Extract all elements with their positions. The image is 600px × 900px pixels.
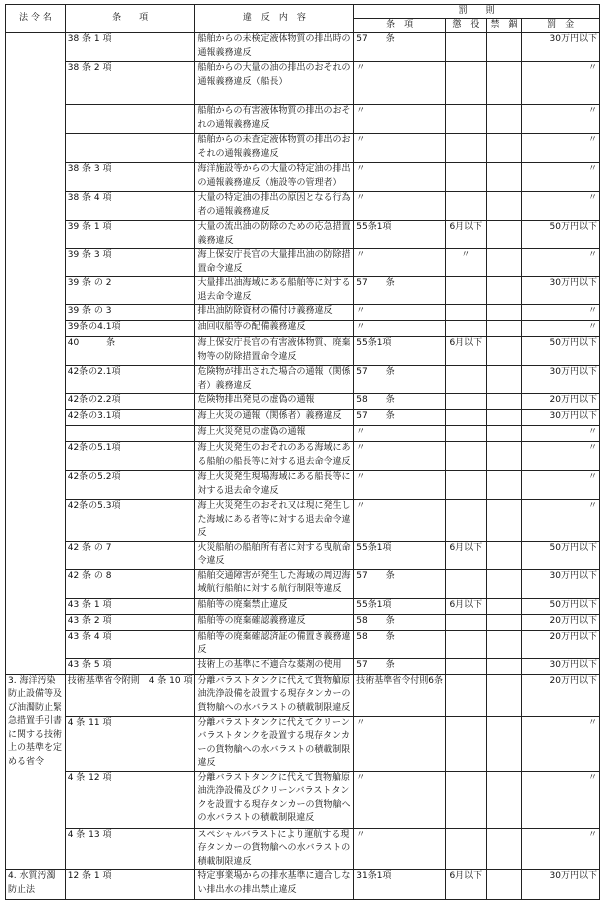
fine-cell: 20万円以下 (522, 614, 600, 630)
imprisonment-cell (445, 614, 486, 630)
violation-cell: 大量の特定油の排出の原因となる行為者の通報義務違反 (195, 192, 354, 221)
confinement-cell (486, 614, 522, 630)
confinement-cell (486, 62, 522, 105)
table-row (6, 658, 600, 674)
imprisonment-cell (445, 426, 486, 442)
article-cell: 4 条 12 項 (65, 771, 195, 828)
fine-cell: 50万円以下 (522, 541, 600, 569)
penalty-article-cell: 〃 (354, 828, 446, 870)
imprisonment-cell (445, 569, 486, 598)
article-cell: 42 条 の 7 (65, 541, 195, 569)
header-penalty-article: 条 項 (354, 19, 446, 33)
table-row (6, 192, 600, 221)
penalty-article-cell: 55条1項 (354, 337, 446, 366)
fine-cell: 30万円以下 (522, 870, 600, 900)
table-row (6, 426, 600, 442)
fine-cell: 50万円以下 (522, 221, 600, 249)
table-row (6, 870, 600, 900)
article-cell (65, 426, 195, 442)
confinement-cell (486, 541, 522, 569)
violation-cell: 船舶からの大量の油の排出のおそれの通報義務違反（船長） (195, 62, 354, 105)
article-cell: 38 条 4 項 (65, 192, 195, 221)
imprisonment-cell (445, 658, 486, 674)
imprisonment-cell (445, 105, 486, 134)
fine-cell: 〃 (522, 305, 600, 321)
confinement-cell (486, 569, 522, 598)
penalty-article-cell: 57 条 (354, 277, 446, 305)
table-row (6, 674, 600, 716)
imprisonment-cell (445, 321, 486, 337)
table-row (6, 442, 600, 471)
article-cell: 43 条 4 項 (65, 630, 195, 658)
violation-cell: 油回収船等の配備義務違反 (195, 321, 354, 337)
penalty-article-cell: 31条1項 (354, 870, 446, 900)
article-cell: 38 条 1 項 (65, 33, 195, 62)
imprisonment-cell (445, 442, 486, 471)
imprisonment-cell: 6月以下 (445, 337, 486, 366)
table-row (6, 366, 600, 394)
fine-cell: 〃 (522, 192, 600, 221)
article-cell: 39 条 の 2 (65, 277, 195, 305)
confinement-cell (486, 221, 522, 249)
confinement-cell (486, 630, 522, 658)
fine-cell: 〃 (522, 442, 600, 471)
penalty-article-cell: 〃 (354, 500, 446, 542)
confinement-cell (486, 442, 522, 471)
violation-cell: 船舶からの未検定液体物質の排出時の通報義務違反 (195, 33, 354, 62)
fine-cell: 20万円以下 (522, 674, 600, 716)
penalty-article-cell: 〃 (354, 192, 446, 221)
table-row (6, 410, 600, 426)
fine-cell: 30万円以下 (522, 410, 600, 426)
penalty-article-cell: 57 条 (354, 366, 446, 394)
penalty-article-cell: 〃 (354, 442, 446, 471)
table-row (6, 62, 600, 105)
violation-cell: 大量の流出油の防除のための応急措置義務違反 (195, 221, 354, 249)
table-row (6, 500, 600, 542)
fine-cell: 〃 (522, 471, 600, 500)
fine-cell: 30万円以下 (522, 366, 600, 394)
confinement-cell (486, 105, 522, 134)
table-row (6, 598, 600, 614)
violation-cell: 特定事業場からの排水基準に適合しない排出水の排出禁止違反 (195, 870, 354, 900)
table-row (6, 630, 600, 658)
imprisonment-cell: 6月以下 (445, 870, 486, 900)
violation-cell: 海洋施設等からの大量の特定油の排出の通報義務違反（施設等の管理者） (195, 163, 354, 192)
imprisonment-cell (445, 305, 486, 321)
violation-cell: 海上保安庁長官の有害液体物質、廃棄物等の防除措置命令違反 (195, 337, 354, 366)
article-cell: 43 条 5 項 (65, 658, 195, 674)
fine-cell: 〃 (522, 62, 600, 105)
table-body (6, 33, 600, 900)
regulation-table (5, 4, 600, 900)
confinement-cell (486, 366, 522, 394)
fine-cell: 30万円以下 (522, 658, 600, 674)
confinement-cell (486, 249, 522, 277)
article-cell: 42条の5.1項 (65, 442, 195, 471)
penalty-article-cell: 〃 (354, 249, 446, 277)
confinement-cell (486, 33, 522, 62)
article-cell: 42条の2.2項 (65, 394, 195, 410)
article-cell: 4 条 11 項 (65, 716, 195, 771)
penalty-article-cell: 55条1項 (354, 598, 446, 614)
violation-cell: 船舶等の廃棄禁止違反 (195, 598, 354, 614)
imprisonment-cell: 〃 (445, 249, 486, 277)
article-cell: 42条の3.1項 (65, 410, 195, 426)
table-row (6, 163, 600, 192)
penalty-article-cell: 55条1項 (354, 541, 446, 569)
penalty-article-cell: 〃 (354, 62, 446, 105)
confinement-cell (486, 658, 522, 674)
violation-cell: スペシャルバラストにより運航する現存タンカーの貨物艙への水バラストの積載制限違反 (195, 828, 354, 870)
confinement-cell (486, 870, 522, 900)
violation-cell: 船舶からの未査定液体物質の排出のおそれの通報義務違反 (195, 134, 354, 163)
law-name-cell (6, 33, 66, 675)
penalty-article-cell: 技術基準省令付則6条 (354, 674, 446, 716)
fine-cell: 〃 (522, 771, 600, 828)
imprisonment-cell (445, 163, 486, 192)
penalty-article-cell: 〃 (354, 321, 446, 337)
violation-cell: 海上火災発生現場海域にある船長等に対する退去命令違反 (195, 471, 354, 500)
violation-cell: 海上火災発生のおそれのある海域にある船舶の船長等に対する退去命令違反 (195, 442, 354, 471)
table-row (6, 105, 600, 134)
article-cell: 43 条 2 項 (65, 614, 195, 630)
fine-cell: 〃 (522, 134, 600, 163)
violation-cell: 海上保安庁長官の大量排出油の防除措置命令違反 (195, 249, 354, 277)
violation-cell: 海上火災の通報（関係者）義務違反 (195, 410, 354, 426)
penalty-article-cell: 58 条 (354, 614, 446, 630)
header-imprisonment: 懲 役 (445, 19, 486, 33)
penalty-article-cell: 55条1項 (354, 221, 446, 249)
fine-cell: 〃 (522, 321, 600, 337)
violation-cell: 分離バラストタンクに代えてクリーンバラストタンクを設置する現存タンカーの貨物艙への水バラストの積載制限違反 (195, 716, 354, 771)
article-cell: 38 条 2 項 (65, 62, 195, 105)
penalty-article-cell: 57 条 (354, 33, 446, 62)
penalty-article-cell: 〃 (354, 163, 446, 192)
table-row (6, 321, 600, 337)
header-law-name: 法 令 名 (6, 5, 66, 33)
table-row (6, 541, 600, 569)
confinement-cell (486, 716, 522, 771)
fine-cell: 30万円以下 (522, 277, 600, 305)
violation-cell: 技術上の基準に不適合な薬剤の使用 (195, 658, 354, 674)
table-row (6, 471, 600, 500)
fine-cell: 20万円以下 (522, 630, 600, 658)
article-cell: 39 条 1 項 (65, 221, 195, 249)
table-row (6, 33, 600, 62)
law-name-cell: 4. 水質汚濁防止法 (6, 870, 66, 900)
confinement-cell (486, 598, 522, 614)
table-row (6, 277, 600, 305)
imprisonment-cell (445, 771, 486, 828)
fine-cell: 〃 (522, 163, 600, 192)
table-row (6, 249, 600, 277)
table-row (6, 828, 600, 870)
violation-cell: 海上火災発見の虚偽の通報 (195, 426, 354, 442)
confinement-cell (486, 277, 522, 305)
article-cell: 42 条 の 8 (65, 569, 195, 598)
penalty-article-cell: 〃 (354, 134, 446, 163)
article-cell: 40 条 (65, 337, 195, 366)
violation-cell: 船舶等の廃棄確認義務違反 (195, 614, 354, 630)
confinement-cell (486, 674, 522, 716)
imprisonment-cell (445, 62, 486, 105)
article-cell: 39 条 の 3 (65, 305, 195, 321)
confinement-cell (486, 192, 522, 221)
confinement-cell (486, 305, 522, 321)
fine-cell: 〃 (522, 426, 600, 442)
table-row (6, 337, 600, 366)
table-row (6, 771, 600, 828)
violation-cell: 船舶からの有害液体物質の排出のおそれの通報義務違反 (195, 105, 354, 134)
imprisonment-cell (445, 277, 486, 305)
header-violation: 違 反 内 容 (195, 5, 354, 33)
fine-cell: 50万円以下 (522, 598, 600, 614)
fine-cell: 50万円以下 (522, 337, 600, 366)
violation-cell: 分離バラストタンクに代えて貨物艙原油洗浄設備を設置する現存タンカーの貨物艙への水バラストの積載制限違反 (195, 674, 354, 716)
confinement-cell (486, 394, 522, 410)
imprisonment-cell (445, 500, 486, 542)
confinement-cell (486, 321, 522, 337)
article-cell (65, 134, 195, 163)
article-cell: 42条の5.2項 (65, 471, 195, 500)
confinement-cell (486, 410, 522, 426)
article-cell: 技術基準省令附則 4 条 10 項 (65, 674, 195, 716)
confinement-cell (486, 771, 522, 828)
penalty-article-cell: 57 条 (354, 569, 446, 598)
fine-cell: 〃 (522, 716, 600, 771)
imprisonment-cell (445, 33, 486, 62)
article-cell: 42条の5.3項 (65, 500, 195, 542)
article-cell: 43 条 1 項 (65, 598, 195, 614)
penalty-article-cell: 58 条 (354, 630, 446, 658)
header-confinement: 禁 錮 (486, 19, 522, 33)
penalty-article-cell: 〃 (354, 105, 446, 134)
violation-cell: 大量排出油海域にある船舶等に対する退去命令違反 (195, 277, 354, 305)
fine-cell: 〃 (522, 828, 600, 870)
violation-cell: 危険物が排出された場合の通報（関係者）義務違反 (195, 366, 354, 394)
violation-cell: 分離バラストタンクに代えて貨物艙原油洗浄設備及びクリーンバラストタンクを設置する現存タンカーの貨物艙への水バラストの積載制限違反 (195, 771, 354, 828)
imprisonment-cell (445, 410, 486, 426)
table-row (6, 134, 600, 163)
fine-cell: 30万円以下 (522, 569, 600, 598)
imprisonment-cell: 6月以下 (445, 598, 486, 614)
violation-cell: 火災船舶の船舶所有者に対する曳航命令違反 (195, 541, 354, 569)
article-cell: 39条の4.1項 (65, 321, 195, 337)
penalty-article-cell: 〃 (354, 471, 446, 500)
fine-cell: 〃 (522, 500, 600, 542)
imprisonment-cell (445, 828, 486, 870)
imprisonment-cell (445, 394, 486, 410)
article-cell: 39 条 3 項 (65, 249, 195, 277)
penalty-article-cell: 57 条 (354, 410, 446, 426)
penalty-article-cell: 〃 (354, 716, 446, 771)
article-cell: 42条の2.1項 (65, 366, 195, 394)
header-penalty: 罰 則 (354, 5, 600, 19)
imprisonment-cell (445, 134, 486, 163)
table-row (6, 569, 600, 598)
table-row (6, 614, 600, 630)
imprisonment-cell (445, 366, 486, 394)
article-cell: 4 条 13 項 (65, 828, 195, 870)
violation-cell: 排出油防除資材の備付け義務違反 (195, 305, 354, 321)
header-fine: 罰 金 (522, 19, 600, 33)
imprisonment-cell (445, 674, 486, 716)
fine-cell: 20万円以下 (522, 394, 600, 410)
violation-cell: 船舶等の廃棄確認済証の備置き義務違反 (195, 630, 354, 658)
confinement-cell (486, 828, 522, 870)
penalty-article-cell: 57 条 (354, 658, 446, 674)
imprisonment-cell: 6月以下 (445, 221, 486, 249)
violation-cell: 危険物排出発見の虚偽の通報 (195, 394, 354, 410)
violation-cell: 船舶交通障害が発生した海域の周辺海域航行船舶に対する航行制限等違反 (195, 569, 354, 598)
law-name-cell: 3. 海洋汚染防止設備等及び油濁防止緊急措置手引書に関する技術上の基準を定める省令 (6, 674, 66, 870)
table-row (6, 305, 600, 321)
penalty-article-cell: 58 条 (354, 394, 446, 410)
article-cell: 12 条 1 項 (65, 870, 195, 900)
fine-cell: 〃 (522, 249, 600, 277)
confinement-cell (486, 500, 522, 542)
imprisonment-cell: 6月以下 (445, 541, 486, 569)
violation-cell: 海上火災発生のおそれ又は現に発生した海域にある者等に対する退去命令違反 (195, 500, 354, 542)
article-cell: 38 条 3 項 (65, 163, 195, 192)
penalty-article-cell: 〃 (354, 426, 446, 442)
penalty-article-cell: 〃 (354, 771, 446, 828)
table-row (6, 716, 600, 771)
table-row (6, 221, 600, 249)
confinement-cell (486, 426, 522, 442)
confinement-cell (486, 337, 522, 366)
imprisonment-cell (445, 192, 486, 221)
fine-cell: 30万円以下 (522, 33, 600, 62)
article-cell (65, 105, 195, 134)
table-row (6, 394, 600, 410)
penalty-article-cell: 〃 (354, 305, 446, 321)
imprisonment-cell (445, 716, 486, 771)
fine-cell: 〃 (522, 105, 600, 134)
confinement-cell (486, 163, 522, 192)
header-article: 条 項 (65, 5, 195, 33)
imprisonment-cell (445, 471, 486, 500)
imprisonment-cell (445, 630, 486, 658)
confinement-cell (486, 471, 522, 500)
confinement-cell (486, 134, 522, 163)
